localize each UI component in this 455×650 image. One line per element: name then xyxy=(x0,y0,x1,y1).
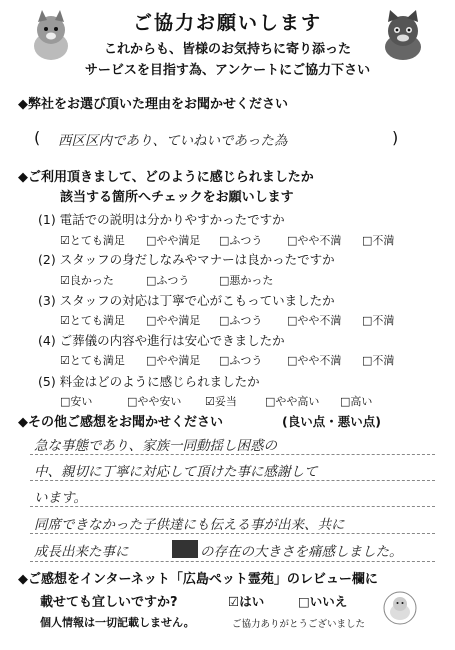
q1-option-3: □ふつう xyxy=(219,234,263,247)
comment-line-2: 中、親切に丁寧に対応して頂けた事に感謝して xyxy=(34,464,318,480)
q5-option-4: □やや高い xyxy=(265,395,320,408)
q2-option-1: ☑良かった xyxy=(60,274,114,287)
q3-option-2: □やや満足 xyxy=(146,314,201,327)
comment-line-1: 急な事態であり、家族一同動揺し困惑の xyxy=(34,438,277,454)
answer-line-5 xyxy=(30,561,435,562)
page-title: ご協力お願いします xyxy=(132,12,322,34)
review-no: □いいえ xyxy=(298,594,348,609)
q5-option-1: □安い xyxy=(60,395,93,408)
q1-option-1: ☑とても満足 xyxy=(60,234,125,247)
q4-option-3: □ふつう xyxy=(219,354,263,367)
q3-option-5: □不満 xyxy=(362,314,395,327)
reason-paren-open: ( xyxy=(34,128,41,147)
q1-option-5: □不満 xyxy=(362,234,395,247)
thanks-note: ご協力ありがとうございました xyxy=(232,619,366,630)
q5-option-2: □やや安い xyxy=(127,395,182,408)
feel-heading-1: ◆ご利用頂きまして、どのように感じられましたか xyxy=(18,170,314,185)
q3-option-4: □やや不満 xyxy=(287,314,342,327)
q2-option-2: □ふつう xyxy=(146,274,190,287)
q5-option-5: □高い xyxy=(340,395,373,408)
comment-line-3: います。 xyxy=(34,490,87,506)
small-pet-illustration xyxy=(382,590,418,626)
subq-5: (5) 料金はどのように感じられましたか xyxy=(38,374,260,389)
subq-2: (2) スタッフの身だしなみやマナーは良かったですか xyxy=(38,252,335,267)
answer-line-1 xyxy=(30,454,435,455)
answer-line-3 xyxy=(30,506,435,507)
q4-option-5: □不満 xyxy=(362,354,395,367)
redacted-name xyxy=(172,540,198,558)
other-heading: ◆その他ご感想をお聞かせください xyxy=(18,415,223,430)
reason-answer: 西区区内であり、ていねいであった為 xyxy=(58,133,288,149)
review-line-2: 載せても宜しいですか? xyxy=(40,595,178,610)
subq-3: (3) スタッフの対応は丁寧で心がこもっていましたか xyxy=(38,293,335,308)
subq-1: (1) 電話での説明は分かりやすかったですか xyxy=(38,212,285,227)
answer-line-4 xyxy=(30,533,435,534)
review-line-1: ◆ご感想をインターネット「広島ペット霊苑」のレビュー欄に xyxy=(18,572,378,587)
comment-line-5: 成長出来た事に xyxy=(34,544,129,560)
q1-option-2: □やや満足 xyxy=(146,234,201,247)
q1-option-4: □やや不満 xyxy=(287,234,342,247)
q4-option-2: □やや満足 xyxy=(146,354,201,367)
subq-4: (4) ご葬儀の内容や進行は安心できましたか xyxy=(38,333,285,348)
intro-line-2: サービスを目指す為、アンケートにご協力下さい xyxy=(84,63,371,78)
q3-option-1: ☑とても満足 xyxy=(60,314,125,327)
privacy-note: 個人情報は一切記載しません。 xyxy=(40,616,195,629)
comment-line-4: 同席できなかった子供達にも伝える事が出来、共に xyxy=(34,517,345,533)
reason-heading: ◆弊社をお選び頂いた理由をお聞かせください xyxy=(18,97,288,112)
answer-line-2 xyxy=(30,480,435,481)
q4-option-1: ☑とても満足 xyxy=(60,354,125,367)
other-subheading: (良い点・悪い点) xyxy=(282,414,381,429)
intro-line-1: これからも、皆様のお気持ちに寄り添った xyxy=(103,42,351,57)
q2-option-3: □悪かった xyxy=(219,274,274,287)
reason-paren-close: ) xyxy=(392,128,399,147)
q3-option-3: □ふつう xyxy=(219,314,263,327)
q5-option-3: ☑妥当 xyxy=(205,395,237,408)
q4-option-4: □やや不満 xyxy=(287,354,342,367)
comment-line-6: の存在の大きさを痛感しました。 xyxy=(200,544,403,560)
feel-heading-2: 該当する箇所へチェックをお願いします xyxy=(60,190,294,205)
review-yes: ☑はい xyxy=(228,594,265,609)
